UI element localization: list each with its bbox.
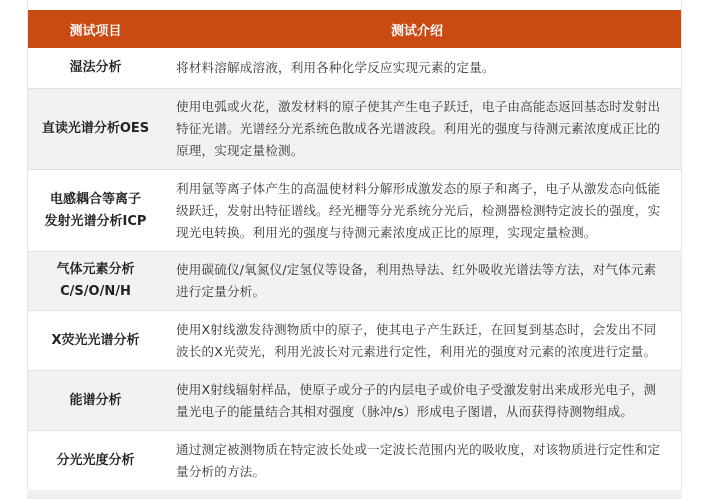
test-items-table (27, 0, 682, 499)
row-desc: 将材料溶解成溶液，利用各种化学反应实现元素的定量。 (176, 60, 495, 75)
table-row (28, 371, 681, 430)
row-name: 能谱分析 (69, 392, 122, 408)
row-desc: 使用X射线辐射样品，使原子或分子的内层电子或价电子受激发射出来成形光电子，测量光电子的能量结合其相对强度（脉冲/s）形成电子图谱，从而获得待测物组成。 (176, 381, 657, 419)
row-name: X荧光光谱分析 (51, 332, 140, 348)
row-name: 直读光谱分析OES (41, 121, 150, 136)
row-name: 湿法分析 (69, 60, 122, 75)
row-desc: 使用电弧或火花，激发材料的原子使其产生电子跃迁，电子由高能态返回基态时发射出特征光谱。光谱经分光系统色散成各光谱波段。利用光的强度与待测元素浓度成正比的原理，实现定量检测。 (176, 99, 661, 158)
row-desc: 使用碳硫仪/氧氮仪/定氢仪等设备，利用热导法、红外吸收光谱法等方法，对气体元素进行定量分析。 (176, 262, 657, 299)
row-name: 气体元素分析 C/S/O/N/H (56, 262, 135, 299)
table-row (28, 431, 681, 490)
table-bottom-edge (27, 490, 682, 499)
table-row (28, 89, 681, 169)
row-desc: 通过测定被测物质在特定波长处或一定波长范围内光的吸收度，对该物质进行定性和定量分析的方法。 (176, 441, 661, 479)
table-row (28, 252, 681, 310)
table-row (28, 170, 681, 251)
row-name: 分光光度分析 (56, 452, 135, 468)
table-row (28, 48, 681, 88)
header-test-intro: 测试介绍 (390, 23, 443, 39)
row-desc: 利用氩等离子体产生的高温使材料分解形成激发态的原子和离子，电子从激发态向低能级跃迁，发射出特征谱线。经光栅等分光系统分光后，检测器检测特定波长的强度，实现光电转换。利用光的强度与待测元素浓度成正比的原理，实现定量检测。 (176, 180, 661, 240)
table-row (28, 311, 681, 370)
row-name: 电感耦合等离子 发射光谱分析ICP (44, 191, 147, 229)
header-test-item: 测试项目 (69, 23, 122, 39)
table-header (28, 10, 681, 48)
row-desc: 使用X射线激发待测物质中的原子，使其电子产生跃迁，在回复到基态时，会发出不同波长的X光荧光，利用光波长对元素进行定性，利用光的强度对元素的浓度进行定量。 (176, 321, 657, 359)
